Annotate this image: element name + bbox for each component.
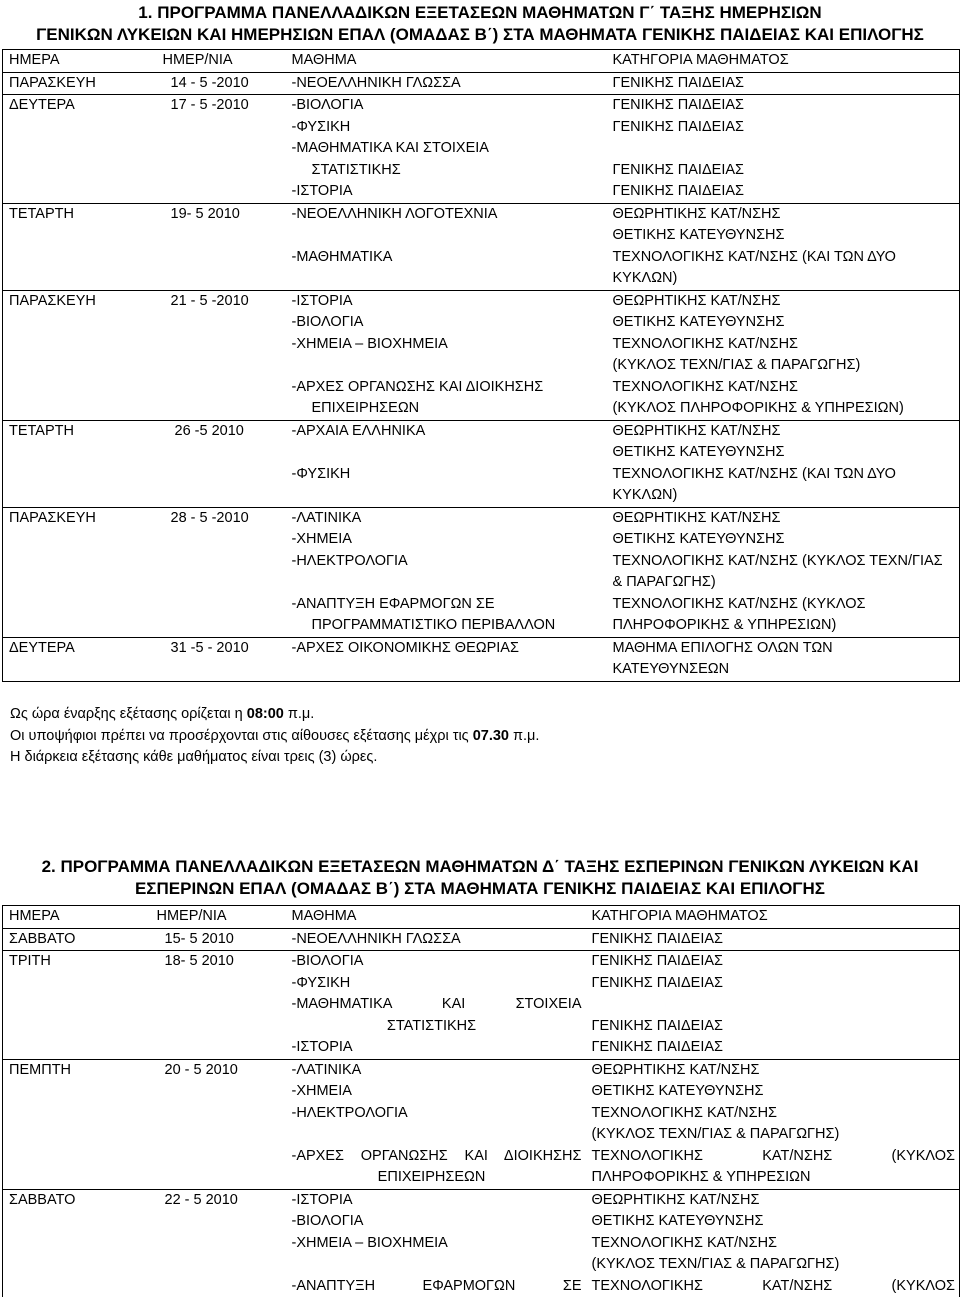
- cell-day: ΠΑΡΑΣΚΕΥΗ: [3, 72, 157, 95]
- cell-categories: [607, 95, 960, 204]
- table-row: [3, 420, 960, 507]
- subject-item: -ΜΑΘΗΜΑΤΙΚΑ ΚΑΙ ΣΤΟΙΧΕΙΑ: [291, 996, 582, 1012]
- category-item: ΤΕΧΝΟΛΟΓΙΚΗΣ ΚΑΤ/ΝΣΗΣ (ΚΑΙ ΤΩΝ ΔΥΟ: [612, 248, 896, 265]
- subject-item: -ΑΡΧΕΣ ΟΡΓΑΝΩΣΗΣ ΚΑΙ ΔΙΟΙΚΗΣΗΣ: [291, 1147, 582, 1164]
- subject-item: -ΝΕΟΕΛΛΗΝΙΚΗ ΓΛΩΣΣΑ: [291, 930, 461, 947]
- note-arrival-time: [10, 726, 539, 748]
- section1-title-line1: 1. ΠΡΟΓΡΑΜΜΑ ΠΑΝΕΛΛΑΔΙΚΩΝ ΕΞΕΤΑΣΕΩΝ ΜΑΘΗΜΑΤΩΝ Γ΄ ΤΑΞΗΣ ΗΜΕΡΗΣΙΩΝ: [138, 3, 822, 22]
- category-item: (ΚΥΚΛΟΣ ΤΕΧΝ/ΓΙΑΣ & ΠΑΡΑΓΩΓΗΣ): [591, 1256, 840, 1272]
- table-row: [3, 637, 960, 681]
- table-row: [3, 290, 960, 420]
- section1-title: [0, 2, 960, 46]
- subject-item: -ΒΙΟΛΟΓΙΑ: [291, 953, 364, 969]
- subject-item: -ΝΕΟΕΛΛΗΝΙΚΗ ΛΟΓΟΤΕΧΝΙΑ: [291, 205, 498, 222]
- column-header: ΚΑΤΗΓΟΡΙΑ ΜΑΘΗΜΑΤΟΣ: [586, 906, 960, 929]
- category-item: ΤΕΧΝΟΛΟΓΙΚΗΣ ΚΑΤ/ΝΣΗΣ (ΚΥΚΛΟΣ: [612, 595, 866, 612]
- schedule-table-2-body: [3, 906, 960, 1298]
- cell-categories: [607, 203, 960, 290]
- subject-item: -ΗΛΕΚΤΡΟΛΟΓΙΑ: [291, 552, 408, 569]
- category-item: & ΠΑΡΑΓΩΓΗΣ): [612, 574, 716, 590]
- cell-date: 31 -5 - 2010: [157, 637, 286, 681]
- subject-item: [292, 485, 607, 507]
- category-item: ΘΕΩΡΗΤΙΚΗΣ ΚΑΤ/ΝΣΗΣ: [612, 292, 781, 309]
- cell-day: ΠΑΡΑΣΚΕΥΗ: [3, 507, 157, 637]
- category-item: ΚΑΤΕΥΘΥΝΣΕΩΝ: [612, 661, 730, 677]
- subject-item: -ΛΑΤΙΝΙΚΑ: [291, 1061, 362, 1078]
- note-start-suffix: π.μ.: [283, 706, 315, 722]
- table-row: [3, 928, 960, 951]
- category-item: ΚΥΚΛΩΝ): [612, 487, 678, 503]
- table-header-row: [3, 906, 960, 929]
- cell-subjects: [286, 507, 607, 637]
- category-item: ΤΕΧΝΟΛΟΓΙΚΗΣ ΚΑΤ/ΝΣΗΣ: [612, 378, 799, 395]
- cell-date: 18- 5 2010: [151, 951, 286, 1060]
- subject-item: -ΦΥΣΙΚΗ: [291, 465, 351, 482]
- section2-title: [0, 856, 960, 900]
- cell-categories: [607, 290, 960, 420]
- cell-categories: [607, 72, 960, 95]
- category-item: ΓΕΝΙΚΗΣ ΠΑΙΔΕΙΑΣ: [612, 161, 744, 178]
- table-row: [3, 1189, 960, 1297]
- subject-item: -ΧΗΜΕΙΑ – ΒΙΟΧΗΜΕΙΑ: [291, 1234, 448, 1251]
- category-item: ΘΕΤΙΚΗΣ ΚΑΤΕΥΘΥΝΣΗΣ: [612, 444, 785, 460]
- subject-item: -ΒΙΟΛΟΓΙΑ: [291, 1213, 364, 1229]
- category-item: ΘΕΤΙΚΗΣ ΚΑΤΕΥΘΥΝΣΗΣ: [612, 227, 785, 243]
- subject-item: -ΙΣΤΟΡΙΑ: [291, 183, 353, 199]
- schedule-table-2: [2, 905, 960, 1297]
- column-header: ΗΜΕΡΑ: [3, 50, 157, 73]
- table-row: [3, 507, 960, 637]
- cell-subjects: [286, 1059, 586, 1189]
- category-item: (ΚΥΚΛΟΣ ΤΕΧΝ/ΓΙΑΣ & ΠΑΡΑΓΩΓΗΣ): [612, 357, 861, 373]
- category-item: ΘΕΩΡΗΤΙΚΗΣ ΚΑΤ/ΝΣΗΣ: [591, 1061, 760, 1078]
- category-item: ΤΕΧΝΟΛΟΓΙΚΗΣ ΚΑΤ/ΝΣΗΣ (ΚΥΚΛΟΣ: [591, 1277, 955, 1294]
- category-item: ΤΕΧΝΟΛΟΓΙΚΗΣ ΚΑΤ/ΝΣΗΣ: [591, 1104, 778, 1121]
- subject-item: ΕΠΙΧΕΙΡΗΣΕΩΝ: [311, 400, 420, 416]
- category-item: ΓΕΝΙΚΗΣ ΠΑΙΔΕΙΑΣ: [591, 953, 723, 969]
- cell-categories: [586, 928, 960, 951]
- cell-subjects: [286, 637, 607, 681]
- subject-item: -ΛΑΤΙΝΙΚΑ: [291, 509, 362, 526]
- cell-day: ΠΑΡΑΣΚΕΥΗ: [3, 290, 157, 420]
- subject-item: [292, 355, 607, 377]
- schedule-table-1-body: [3, 50, 960, 682]
- category-item: ΘΕΩΡΗΤΙΚΗΣ ΚΑΤ/ΝΣΗΣ: [612, 205, 781, 222]
- cell-categories: [607, 420, 960, 507]
- category-item: [592, 994, 960, 1016]
- cell-date: 14 - 5 -2010: [157, 72, 286, 95]
- category-item: ΘΕΩΡΗΤΙΚΗΣ ΚΑΤ/ΝΣΗΣ: [591, 1191, 760, 1208]
- category-item: ΠΛΗΡΟΦΟΡΙΚΗΣ & ΥΠΗΡΕΣΙΩΝ): [612, 617, 837, 633]
- category-item: ΘΕΤΙΚΗΣ ΚΑΤΕΥΘΥΝΣΗΣ: [612, 314, 785, 330]
- subject-item: -ΧΗΜΕΙΑ – ΒΙΟΧΗΜΕΙΑ: [291, 335, 448, 352]
- cell-subjects: [286, 72, 607, 95]
- subject-item: -ΑΡΧΕΣ ΟΡΓΑΝΩΣΗΣ ΚΑΙ ΔΙΟΙΚΗΣΗΣ: [291, 378, 544, 395]
- cell-categories: [607, 637, 960, 681]
- category-item: ΓΕΝΙΚΗΣ ΠΑΙΔΕΙΑΣ: [612, 97, 744, 113]
- category-item: ΘΕΩΡΗΤΙΚΗΣ ΚΑΤ/ΝΣΗΣ: [612, 509, 781, 526]
- subject-item: [292, 1254, 586, 1276]
- category-item: ΓΕΝΙΚΗΣ ΠΑΙΔΕΙΑΣ: [591, 930, 723, 947]
- category-item: (ΚΥΚΛΟΣ ΠΛΗΡΟΦΟΡΙΚΗΣ & ΥΠΗΡΕΣΙΩΝ): [612, 400, 904, 416]
- note-start-time: [10, 704, 539, 726]
- subject-item: [292, 268, 607, 290]
- subject-item: -ΧΗΜΕΙΑ: [291, 531, 352, 547]
- table-row: [3, 203, 960, 290]
- note-arrival-text: Οι υποψήφιοι πρέπει να προσέρχονται στις αίθουσες εξέτασης μέχρι τις: [10, 727, 473, 744]
- category-item: ΤΕΧΝΟΛΟΓΙΚΗΣ ΚΑΤ/ΝΣΗΣ: [612, 335, 799, 352]
- category-item: ΤΕΧΝΟΛΟΓΙΚΗΣ ΚΑΤ/ΝΣΗΣ: [591, 1234, 778, 1251]
- subject-item: -ΑΡΧΕΣ ΟΙΚΟΝΟΜΙΚΗΣ ΘΕΩΡΙΑΣ: [291, 639, 519, 656]
- cell-date: 20 - 5 2010: [151, 1059, 286, 1189]
- subject-item: [292, 1124, 586, 1146]
- subject-item: ΠΡΟΓΡΑΜΜΑΤΙΣΤΙΚΟ ΠΕΡΙΒΑΛΛΟΝ: [311, 617, 556, 633]
- section2-title-line1: 2. ΠΡΟΓΡΑΜΜΑ ΠΑΝΕΛΛΑΔΙΚΩΝ ΕΞΕΤΑΣΕΩΝ ΜΑΘΗΜΑΤΩΝ Δ΄ ΤΑΞΗΣ ΕΣΠΕΡΙΝΩΝ ΓΕΝΙΚΩΝ ΛΥΚΕΙΩΝ ΚΑΙ: [41, 857, 919, 876]
- subject-item: -ΦΥΣΙΚΗ: [291, 118, 351, 135]
- category-item: [613, 138, 960, 160]
- cell-date: 19- 5 2010: [157, 203, 286, 290]
- category-item: ΤΕΧΝΟΛΟΓΙΚΗΣ ΚΑΤ/ΝΣΗΣ (ΚΑΙ ΤΩΝ ΔΥΟ: [612, 465, 896, 482]
- subject-item: ΣΤΑΤΙΣΤΙΚΗΣ: [311, 161, 401, 178]
- subject-item: -ΧΗΜΕΙΑ: [291, 1083, 352, 1099]
- subject-item: [292, 442, 607, 464]
- category-item: ΓΕΝΙΚΗΣ ΠΑΙΔΕΙΑΣ: [591, 1017, 723, 1034]
- cell-day: ΣΑΒΒΑΤΟ: [3, 1189, 151, 1297]
- table-header-row: [3, 50, 960, 73]
- subject-item: -ΙΣΤΟΡΙΑ: [291, 1039, 353, 1055]
- cell-date: 26 -5 2010: [157, 420, 286, 507]
- cell-categories: [586, 1059, 960, 1189]
- subject-item: -ΦΥΣΙΚΗ: [291, 974, 351, 991]
- subject-item: -ΑΡΧΑΙΑ ΕΛΛΗΝΙΚΑ: [291, 422, 426, 439]
- subject-item: ΣΤΑΤΙΣΤΙΚΗΣ: [386, 1017, 477, 1034]
- note-start-hour: 08:00: [246, 706, 284, 722]
- cell-day: ΤΕΤΑΡΤΗ: [3, 420, 157, 507]
- cell-date: 22 - 5 2010: [151, 1189, 286, 1297]
- category-item: ΤΕΧΝΟΛΟΓΙΚΗΣ ΚΑΤ/ΝΣΗΣ (ΚΥΚΛΟΣ: [591, 1147, 955, 1164]
- cell-day: ΔΕΥΤΕΡΑ: [3, 637, 157, 681]
- cell-date: 28 - 5 -2010: [157, 507, 286, 637]
- cell-subjects: [286, 951, 586, 1060]
- category-item: ΓΕΝΙΚΗΣ ΠΑΙΔΕΙΑΣ: [591, 974, 723, 991]
- table-row: [3, 951, 960, 1060]
- cell-categories: [607, 507, 960, 637]
- category-item: (ΚΥΚΛΟΣ ΤΕΧΝ/ΓΙΑΣ & ΠΑΡΑΓΩΓΗΣ): [591, 1126, 840, 1142]
- cell-day: ΤΕΤΑΡΤΗ: [3, 203, 157, 290]
- subject-item: -ΑΝΑΠΤΥΞΗ ΕΦΑΡΜΟΓΩΝ ΣΕ: [291, 595, 495, 612]
- cell-subjects: [286, 928, 586, 951]
- subject-item: -ΑΝΑΠΤΥΞΗ ΕΦΑΡΜΟΓΩΝ ΣΕ: [291, 1277, 582, 1294]
- note-arrival-hour: 07.30: [472, 727, 509, 744]
- subject-item: -ΗΛΕΚΤΡΟΛΟΓΙΑ: [291, 1104, 408, 1121]
- table-row: [3, 1059, 960, 1189]
- schedule-table-1: [2, 49, 960, 682]
- column-header: ΗΜΕΡ/ΝΙΑ: [151, 906, 286, 929]
- column-header: ΜΑΘΗΜΑ: [286, 50, 607, 73]
- column-header: ΚΑΤΗΓΟΡΙΑ ΜΑΘΗΜΑΤΟΣ: [607, 50, 960, 73]
- note-duration: Η διάρκεια εξέτασης κάθε μαθήματος είναι τρεις (3) ώρες.: [10, 749, 378, 765]
- cell-subjects: [286, 420, 607, 507]
- column-header: ΗΜΕΡ/ΝΙΑ: [157, 50, 286, 73]
- subject-item: -ΜΑΘΗΜΑΤΙΚΑ: [291, 248, 393, 265]
- category-item: ΠΛΗΡΟΦΟΡΙΚΗΣ & ΥΠΗΡΕΣΙΩΝ: [591, 1169, 811, 1185]
- category-item: ΓΕΝΙΚΗΣ ΠΑΙΔΕΙΑΣ: [612, 74, 744, 91]
- exam-notes: [10, 704, 539, 769]
- cell-date: 15- 5 2010: [151, 928, 286, 951]
- cell-subjects: [286, 1189, 586, 1297]
- category-item: ΘΕΤΙΚΗΣ ΚΑΤΕΥΘΥΝΣΗΣ: [612, 531, 785, 547]
- cell-subjects: [286, 203, 607, 290]
- cell-day: ΣΑΒΒΑΤΟ: [3, 928, 151, 951]
- category-item: ΤΕΧΝΟΛΟΓΙΚΗΣ ΚΑΤ/ΝΣΗΣ (ΚΥΚΛΟΣ ΤΕΧΝ/ΓΙΑΣ: [612, 552, 943, 569]
- subject-item: [292, 225, 607, 247]
- subject-item: -ΒΙΟΛΟΓΙΑ: [291, 314, 364, 330]
- category-item: ΘΕΤΙΚΗΣ ΚΑΤΕΥΘΥΝΣΗΣ: [591, 1213, 764, 1229]
- category-item: ΓΕΝΙΚΗΣ ΠΑΙΔΕΙΑΣ: [612, 183, 744, 199]
- cell-subjects: [286, 290, 607, 420]
- category-item: ΓΕΝΙΚΗΣ ΠΑΙΔΕΙΑΣ: [612, 118, 744, 135]
- category-item: ΘΕΤΙΚΗΣ ΚΑΤΕΥΘΥΝΣΗΣ: [591, 1083, 764, 1099]
- table-row: [3, 72, 960, 95]
- subject-item: -ΙΣΤΟΡΙΑ: [291, 1191, 353, 1208]
- cell-day: ΤΡΙΤΗ: [3, 951, 151, 1060]
- column-header: ΗΜΕΡΑ: [3, 906, 151, 929]
- subject-item: -ΒΙΟΛΟΓΙΑ: [291, 97, 364, 113]
- subject-item: -ΜΑΘΗΜΑΤΙΚΑ ΚΑΙ ΣΤΟΙΧΕΙΑ: [291, 140, 489, 156]
- cell-date: 21 - 5 -2010: [157, 290, 286, 420]
- cell-subjects: [286, 95, 607, 204]
- category-item: ΘΕΩΡΗΤΙΚΗΣ ΚΑΤ/ΝΣΗΣ: [612, 422, 781, 439]
- subject-item: -ΙΣΤΟΡΙΑ: [291, 292, 353, 309]
- cell-day: ΔΕΥΤΕΡΑ: [3, 95, 157, 204]
- cell-date: 17 - 5 -2010: [157, 95, 286, 204]
- cell-categories: [586, 1189, 960, 1297]
- note-start-text: Ως ώρα έναρξης εξέτασης ορίζεται η: [10, 706, 247, 722]
- category-item: ΜΑΘΗΜΑ ΕΠΙΛΟΓΗΣ ΟΛΩΝ ΤΩΝ: [612, 639, 833, 656]
- category-item: ΚΥΚΛΩΝ): [612, 270, 678, 286]
- category-item: ΓΕΝΙΚΗΣ ΠΑΙΔΕΙΑΣ: [591, 1039, 723, 1055]
- subject-item: ΕΠΙΧΕΙΡΗΣΕΩΝ: [377, 1169, 486, 1185]
- table-row: [3, 95, 960, 204]
- subject-item: -ΝΕΟΕΛΛΗΝΙΚΗ ΓΛΩΣΣΑ: [291, 74, 461, 91]
- cell-categories: [586, 951, 960, 1060]
- section1-title-line2: ΓΕΝΙΚΩΝ ΛΥΚΕΙΩΝ ΚΑΙ ΗΜΕΡΗΣΙΩΝ ΕΠΑΛ (ΟΜΑΔΑΣ Β΄) ΣΤΑ ΜΑΘΗΜΑΤΑ ΓΕΝΙΚΗΣ ΠΑΙΔΕΙΑΣ ΚΑΙ ΕΠΙΛΟΓΗΣ: [36, 25, 924, 44]
- section2-title-line2: ΕΣΠΕΡΙΝΩΝ ΕΠΑΛ (ΟΜΑΔΑΣ Β΄) ΣΤΑ ΜΑΘΗΜΑΤΑ ΓΕΝΙΚΗΣ ΠΑΙΔΕΙΑΣ ΚΑΙ ΕΠΙΛΟΓΗΣ: [134, 879, 826, 898]
- note-arrival-suffix: π.μ.: [508, 727, 540, 744]
- column-header: ΜΑΘΗΜΑ: [286, 906, 586, 929]
- cell-day: ΠΕΜΠΤΗ: [3, 1059, 151, 1189]
- subject-item: [292, 572, 607, 594]
